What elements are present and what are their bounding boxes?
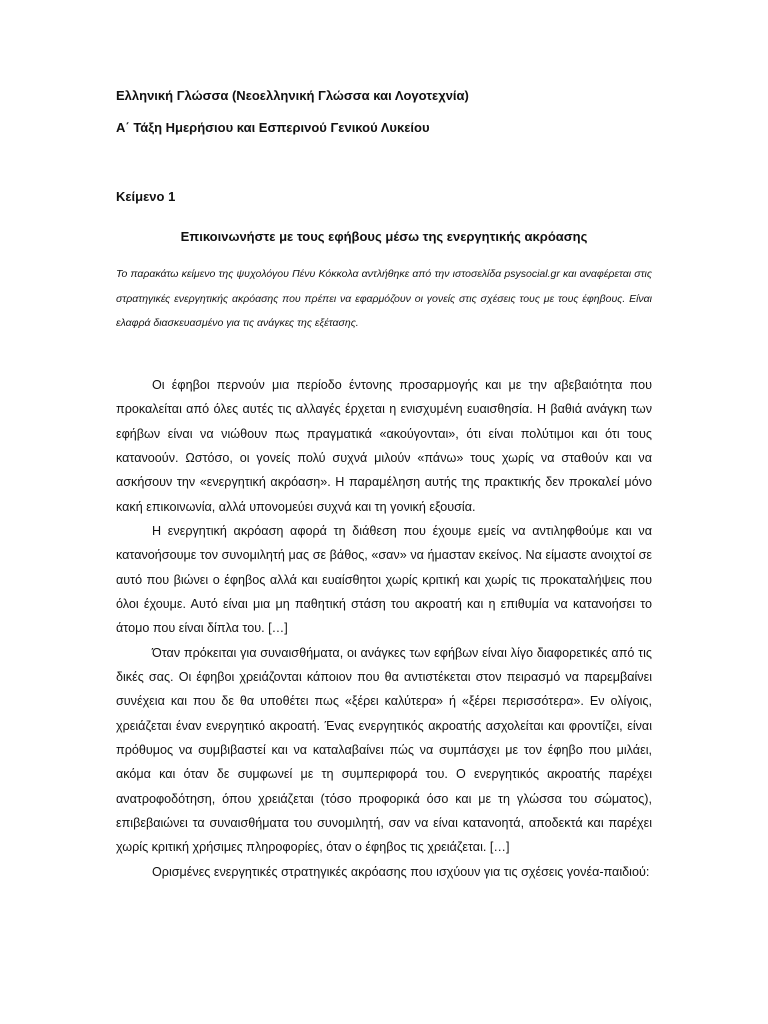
paragraph: Ορισμένες ενεργητικές στρατηγικές ακρόασης που ισχύουν για τις σχέσεις γονέα-παιδιού: bbox=[152, 864, 650, 879]
body-text bbox=[116, 373, 652, 884]
paragraph: Η ενεργητική ακρόαση αφορά τη διάθεση που έχουμε εμείς να αντιληφθούμε και να κατανοήσουμε τον συνομιλητή μας σε βάθος, «σαν» να ήμασταν εκείνος. Να είμαστε ανοιχτοί σε αυτό που βιώνει ο έφηβος αλλά και ευαίσθητοι χωρίς κριτική και χωρίς τις προκαταλήψεις που όλοι έχουμε. Αυτό είναι μια μη παθητική στάση του ακροατή και η επιθυμία να κατανοήσει το άτομο που είναι δίπλα του. […] bbox=[116, 523, 652, 636]
class-heading: Α΄ Τάξη Ημερήσιου και Εσπερινού Γενικού Λυκείου bbox=[116, 120, 430, 135]
text-title: Επικοινωνήστε με τους εφήβους μέσω της ενεργητικής ακρόασης bbox=[180, 229, 588, 244]
paragraph: Όταν πρόκειται για συναισθήματα, οι ανάγκες των εφήβων είναι λίγο διαφορετικές από τις δικές σας. Οι έφηβοι χρειάζονται κάποιον που θα αντιστέκεται στον πειρασμό να παρεμβαίνει συνέχεια και που δε θα υποθέτει πως «ξέρει καλύτερα» ή «ξέρει περισσότερα». Εν ολίγοις, χρειάζεται έναν ενεργητικό ακροατή. Ένας ενεργητικός ακροατής ασχολείται και φροντίζει, είναι πρόθυμος να συμβιβαστεί και να καταλαβαίνει πώς να συμπάσχει με τον έφηβο που μιλάει, ακόμα και όταν δε συμφωνεί με τη συμπεριφορά του. Ο ενεργητικός ακροατής παρέχει ανατροφοδότηση, όπου χρειάζεται (τόσο προφορικά όσο και με τη γλώσσα του σώματος), επιβεβαιώνει τα συναισθήματα του συνομιλητή, σαν να είναι κατανοητά, αποδεκτά και παρέχει χωρίς κριτική χρήσιμες πληροφορίες, όταν ο έφηβος τις χρειάζεται. […] bbox=[116, 645, 652, 855]
paragraph: Οι έφηβοι περνούν μια περίοδο έντονης προσαρμογής και με την αβεβαιότητα που προκαλείται από όλες αυτές τις αλλαγές έρχεται η ενισχυμένη ευαισθησία. Η βαθιά ανάγκη των εφήβων είναι να νιώθουν πως πραγματικά «ακούγονται», ότι είναι πολύτιμοι και ότι τους κατανοούν. Ωστόσο, οι γονείς πολύ συχνά μιλούν «πάνω» τους χωρίς να σταθούν και να ασκήσουν την «ενεργητική ακρόαση». Η παραμέληση αυτής της πρακτικής δεν προκαλεί μόνο κακή επικοινωνία, αλλά υπονομεύει συχνά και τη γονική εξουσία. bbox=[116, 378, 652, 514]
text-label: Κείμενο 1 bbox=[116, 189, 176, 204]
intro-note: Το παρακάτω κείμενο της ψυχολόγου Πένυ Κόκκολα αντλήθηκε από την ιστοσελίδα psysocial.gr και αναφέρεται στις στρατηγικές ενεργητικής ακρόασης που πρέπει να εφαρμόζουν οι γονείς στις σχέσεις τους με τους έφηβους. Είναι ελαφρά διασκευασμένο για τις ανάγκες της εξέτασης. bbox=[116, 268, 652, 329]
subject-heading: Ελληνική Γλώσσα (Νεοελληνική Γλώσσα και Λογοτεχνία) bbox=[116, 88, 469, 103]
